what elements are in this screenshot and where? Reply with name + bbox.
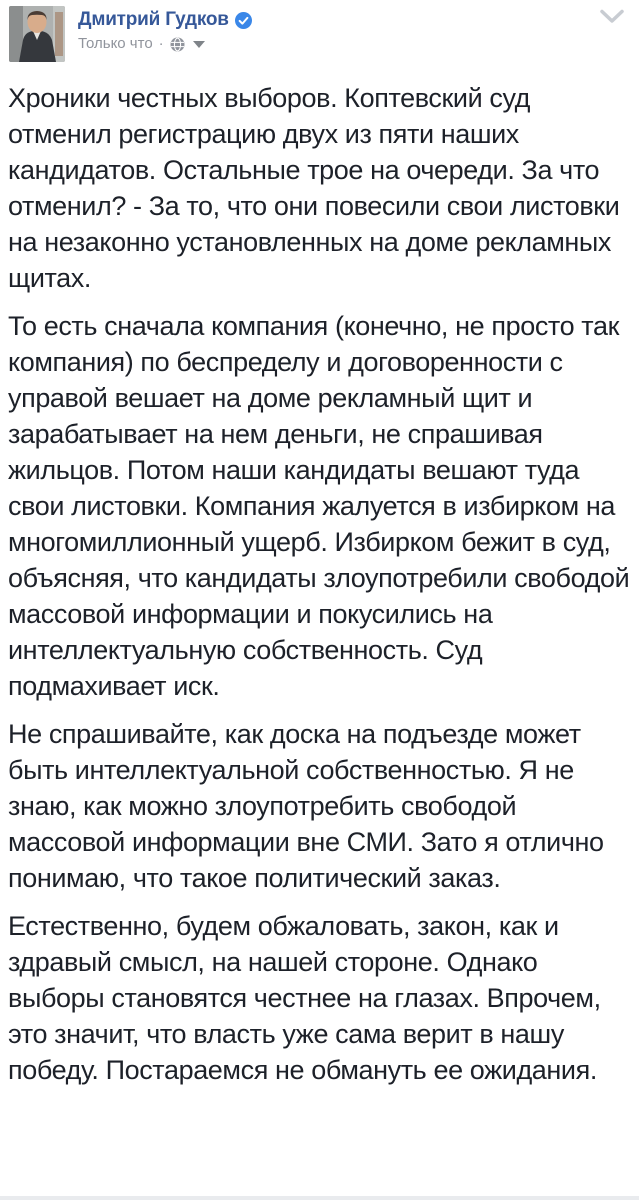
post-paragraph: Хроники честных выборов. Коптевский суд отменил регистрацию двух из пяти наших кандидатов. Остальные трое на очереди. За что отменил? - За то, что они повесили свои листовки на незаконно установленных на доме рекламных щитах. [8, 83, 620, 293]
author-name[interactable]: Дмитрий Гудков [78, 9, 229, 30]
verified-badge-icon [235, 12, 252, 29]
chevron-down-icon[interactable] [599, 8, 625, 26]
post-body [0, 66, 639, 1088]
caret-down-icon[interactable] [193, 41, 205, 48]
globe-icon [170, 37, 185, 52]
name-row [78, 8, 631, 32]
avatar[interactable] [9, 6, 65, 62]
bottom-divider [0, 1196, 639, 1200]
post-paragraph: Естественно, будем обжаловать, закон, как и здравый смысл, на нашей стороне. Однако выборы становятся честнее на глазах. Впрочем, это значит, что власть уже сама верит в нашу победу. Постараемся не обмануть ее ожидания. [8, 911, 601, 1085]
meta-row [78, 35, 631, 53]
meta-separator: · [158, 35, 164, 52]
post-header [0, 0, 639, 66]
post-paragraph: То есть сначала компания (конечно, не просто так компания) по беспределу и договоренности с управой вешает на доме рекламный щит и зарабатывает на нем деньги, не спрашивая жильцов. Потом наши кандидаты вешают туда свои листовки. Компания жалуется в избирком на многомиллионный ущерб. Избирком бежит в суд, объясняя, что кандидаты злоупотребили свободой массовой информации и покусились на интеллектуальную собственность. Суд подмахивает иск. [8, 311, 630, 701]
timestamp[interactable]: Только что [78, 35, 153, 52]
header-text [78, 6, 631, 53]
avatar-photo [9, 6, 65, 62]
post-paragraph: Не спрашивайте, как доска на подъезде может быть интеллектуальной собственностью. Я не знаю, как можно злоупотребить свободой массовой информации вне СМИ. Зато я отлично понимаю, что такое политический заказ. [8, 719, 604, 893]
